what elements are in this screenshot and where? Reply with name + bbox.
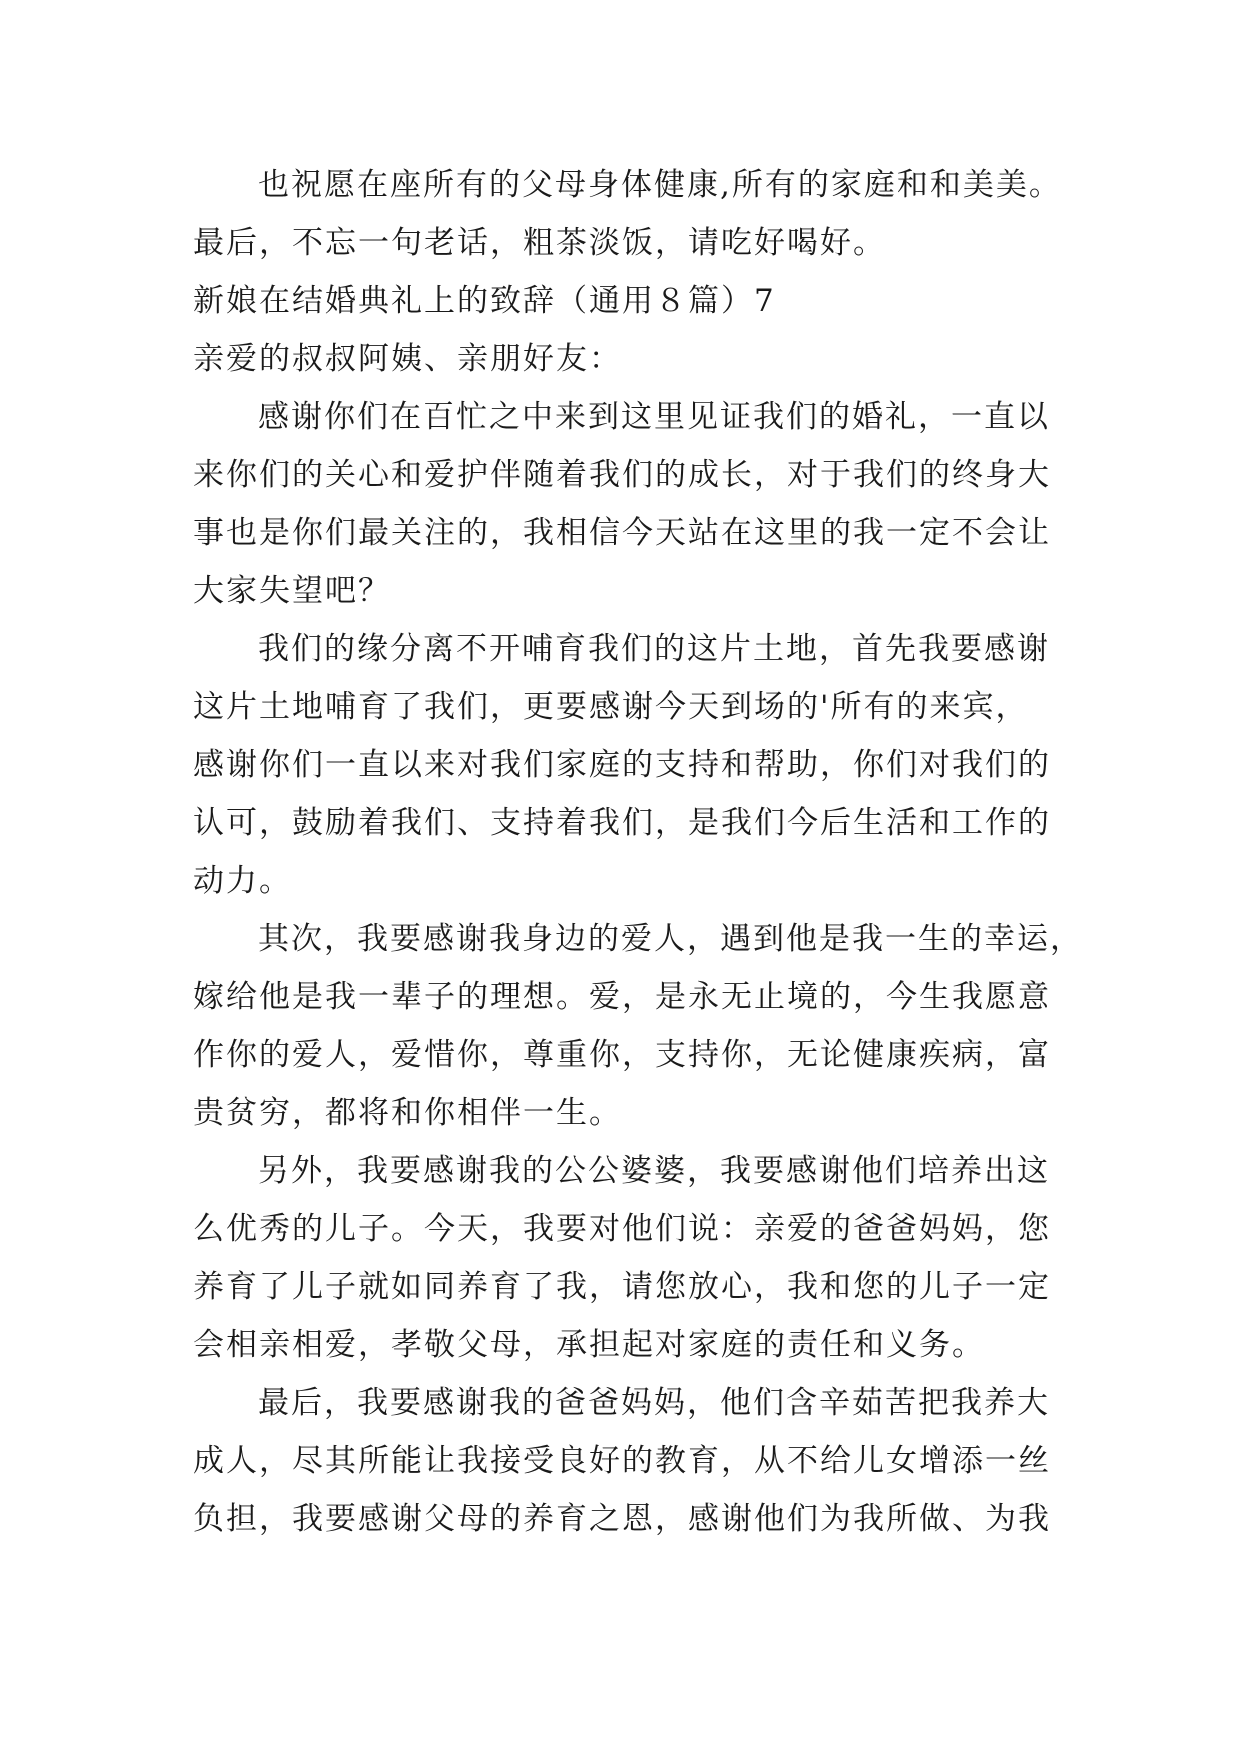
text-line: 这片土地哺育了我们，更要感谢今天到场的'所有的来宾， [193, 689, 1029, 725]
text-line: 嫁给他是我一辈子的理想。爱，是永无止境的，今生我愿意 [193, 979, 1051, 1015]
text-line: 另外，我要感谢我的公公婆婆，我要感谢他们培养出这 [258, 1153, 1050, 1189]
text-line: 最后，我要感谢我的爸爸妈妈，他们含辛茹苦把我养大 [258, 1385, 1050, 1421]
text-line: 也祝愿在座所有的父母身体健康,所有的家庭和和美美。 [258, 167, 1062, 203]
text-line: 我们的缘分离不开哺育我们的这片土地，首先我要感谢 [258, 631, 1050, 667]
text-line: 负担，我要感谢父母的养育之恩，感谢他们为我所做、为我 [193, 1501, 1051, 1537]
text-line: 动力。 [193, 863, 292, 899]
text-line: 认可，鼓励着我们、支持着我们，是我们今后生活和工作的 [193, 805, 1051, 841]
text-line: 成人，尽其所能让我接受良好的教育，从不给儿女增添一丝 [193, 1443, 1051, 1479]
text-line: 会相亲相爱，孝敬父母，承担起对家庭的责任和义务。 [193, 1327, 985, 1363]
text-line: 么优秀的儿子。今天，我要对他们说：亲爱的爸爸妈妈，您 [193, 1211, 1051, 1247]
text-line: 事也是你们最关注的，我相信今天站在这里的我一定不会让 [193, 515, 1051, 551]
text-line: 来你们的关心和爱护伴随着我们的成长，对于我们的终身大 [193, 457, 1051, 493]
salutation: 亲爱的叔叔阿姨、亲朋好友： [193, 341, 622, 377]
text-line: 最后，不忘一句老话，粗茶淡饭，请吃好喝好。 [193, 225, 886, 261]
text-line: 感谢你们在百忙之中来到这里见证我们的婚礼，一直以 [258, 399, 1050, 435]
text-line: 养育了儿子就如同养育了我，请您放心，我和您的儿子一定 [193, 1269, 1051, 1305]
text-line: 其次，我要感谢我身边的爱人，遇到他是我一生的幸运， [258, 921, 1083, 957]
text-line: 大家失望吧？ [193, 573, 391, 609]
text-line: 贵贫穷，都将和你相伴一生。 [193, 1095, 622, 1131]
text-line: 感谢你们一直以来对我们家庭的支持和帮助，你们对我们的 [193, 747, 1051, 783]
section-heading: 新娘在结婚典礼上的致辞（通用８篇）7 [193, 283, 776, 319]
text-line: 作你的爱人，爱惜你，尊重你，支持你，无论健康疾病，富 [193, 1037, 1051, 1073]
